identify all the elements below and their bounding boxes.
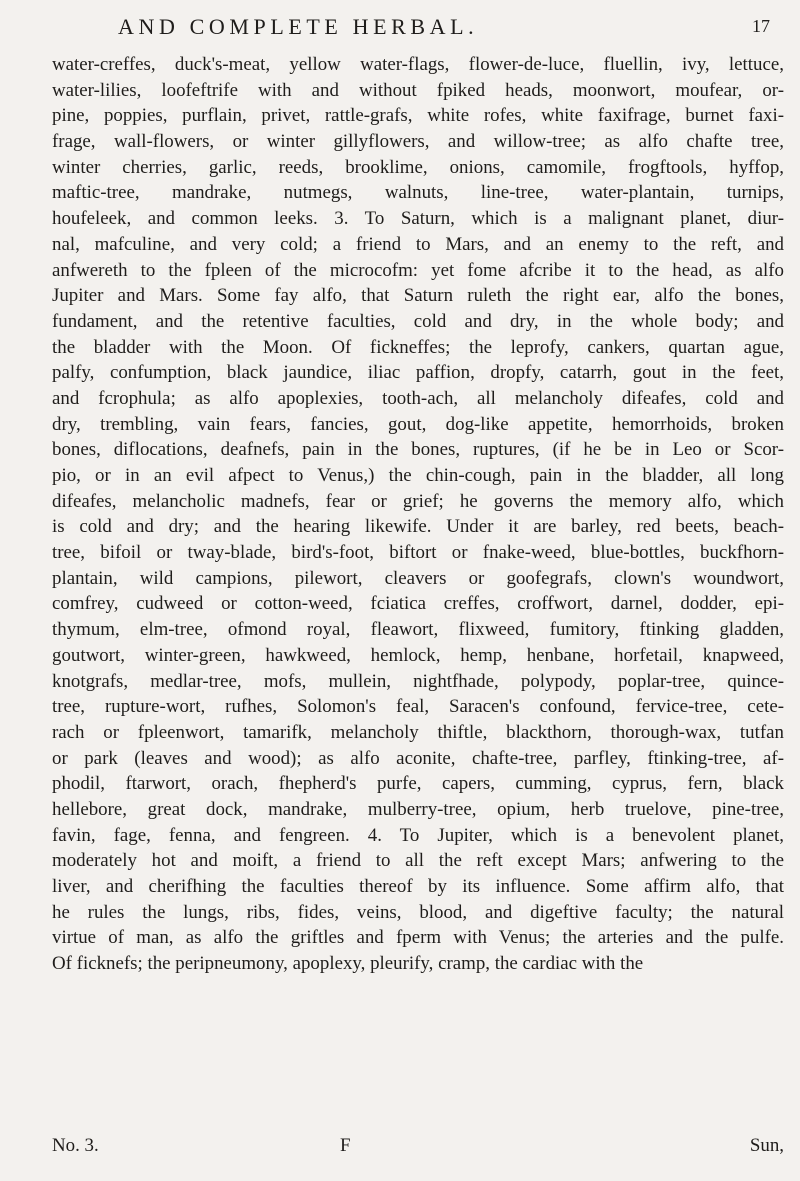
text-line: frage, wall-flowers, or winter gillyflowers, and willow-tree; as alfo chafte tree, xyxy=(52,131,784,153)
text-line: hellebore, great dock, mandrake, mulberry-tree, opium, herb truelove, pine-tree, xyxy=(52,798,784,820)
text-line: thymum, elm-tree, ofmond royal, fleawort, flixweed, fumitory, ftinking gladden, xyxy=(52,619,784,641)
text-line: difeafes, melancholic madnefs, fear or grief; he governs the memory alfo, which xyxy=(52,490,784,512)
text-line: he rules the lungs, ribs, fides, veins, blood, and digeftive faculty; the natural xyxy=(52,901,784,923)
text-line: dry, trembling, vain fears, fancies, gout, dog-like appetite, hemorrhoids, broken xyxy=(52,413,784,435)
text-line: comfrey, cudweed or cotton-weed, fciatica creffes, croffwort, darnel, dodder, epi- xyxy=(52,593,784,615)
text-line: tree, bifoil or tway-blade, bird's-foot, biftort or fnake-weed, blue-bottles, buckfhorn- xyxy=(52,542,784,564)
text-line: and fcrophula; as alfo apoplexies, tooth-ach, all melancholy difeafes, cold and xyxy=(52,387,784,409)
text-line: favin, fage, fenna, and fengreen. 4. To Jupiter, which is a benevolent planet, xyxy=(52,824,784,846)
issue-number: No. 3. xyxy=(52,1135,99,1156)
text-line: plantain, wild campions, pilewort, cleavers or goofegrafs, clown's woundwort, xyxy=(52,567,784,589)
text-line: Jupiter and Mars. Some fay alfo, that Saturn ruleth the right ear, alfo the bones, xyxy=(52,285,784,307)
page-footer xyxy=(52,1135,784,1163)
text-line: liver, and cherifhing the faculties thereof by its influence. Some affirm alfo, that xyxy=(52,876,784,897)
text-line: water-creffes, duck's-meat, yellow water-flags, flower-de-luce, fluellin, ivy, lettuce, xyxy=(52,54,784,75)
text-line: moderately hot and moift, a friend to all the reft except Mars; anfwering to the xyxy=(52,850,784,872)
text-line: pine, poppies, purflain, privet, rattle-grafs, white rofes, white faxifrage, burnet faxi- xyxy=(52,105,784,127)
text-line: is cold and dry; and the hearing likewife. Under it are barley, red beets, beach- xyxy=(52,516,784,538)
text-line: anfwereth to the fpleen of the microcofm: yet fome afcribe it to the head, as alfo xyxy=(52,259,784,281)
text-line: goutwort, winter-green, hawkweed, hemlock, hemp, henbane, horfetail, knapweed, xyxy=(52,644,784,666)
page-number: 17 xyxy=(752,16,770,36)
page-header xyxy=(60,14,782,44)
text-line: winter cherries, garlic, reeds, brooklime, onions, camomile, frogftools, hyffop, xyxy=(52,156,784,178)
text-line: fundament, and the retentive faculties, cold and dry, in the whole body; and xyxy=(52,310,784,332)
text-line: nal, mafculine, and very cold; a friend to Mars, and an enemy to the reft, and xyxy=(52,233,784,255)
signature-mark: F xyxy=(340,1135,351,1156)
text-line: bones, diflocations, deafnefs, pain in the bones, ruptures, (if he be in Leo or Scor- xyxy=(52,439,784,461)
running-head: AND COMPLETE HERBAL. xyxy=(118,14,479,39)
text-line: virtue of man, as alfo the griftles and fperm with Venus; the arteries and the pulfe. xyxy=(52,927,784,949)
text-line: maftic-tree, mandrake, nutmegs, walnuts, line-tree, water-plantain, turnips, xyxy=(52,182,784,204)
text-line: water-lilies, loofeftrife with and without fpiked heads, moonwort, moufear, or- xyxy=(52,79,784,101)
text-line: the bladder with the Moon. Of fickneffes; the leprofy, cankers, quartan ague, xyxy=(52,336,784,358)
catchword: Sun, xyxy=(749,1135,784,1156)
text-line: tree, rupture-wort, rufhes, Solomon's feal, Saracen's confound, fervice-tree, cete- xyxy=(52,696,784,718)
text-line: pio, or in an evil afpect to Venus,) the chin-cough, pain in the bladder, all long xyxy=(52,465,784,486)
text-line: knotgrafs, medlar-tree, mofs, mullein, nightfhade, polypody, poplar-tree, quince- xyxy=(52,670,784,692)
body-text xyxy=(52,52,784,977)
text-line: phodil, ftarwort, orach, fhepherd's purfe, capers, cumming, cyprus, fern, black xyxy=(52,773,784,795)
text-line: Of ficknefs; the peripneumony, apoplexy, pleurify, cramp, the cardiac with the xyxy=(52,953,644,975)
text-line: houfeleek, and common leeks. 3. To Saturn, which is a malignant planet, diur- xyxy=(52,208,784,230)
text-line: or park (leaves and wood); as alfo aconite, chafte-tree, parfley, ftinking-tree, af- xyxy=(52,747,784,769)
text-line: rach or fpleenwort, tamarifk, melancholy thiftle, blackthorn, thorough-wax, tutfan xyxy=(52,721,784,743)
text-line: palfy, confumption, black jaundice, iliac paffion, dropfy, catarrh, gout in the feet, xyxy=(52,362,784,384)
